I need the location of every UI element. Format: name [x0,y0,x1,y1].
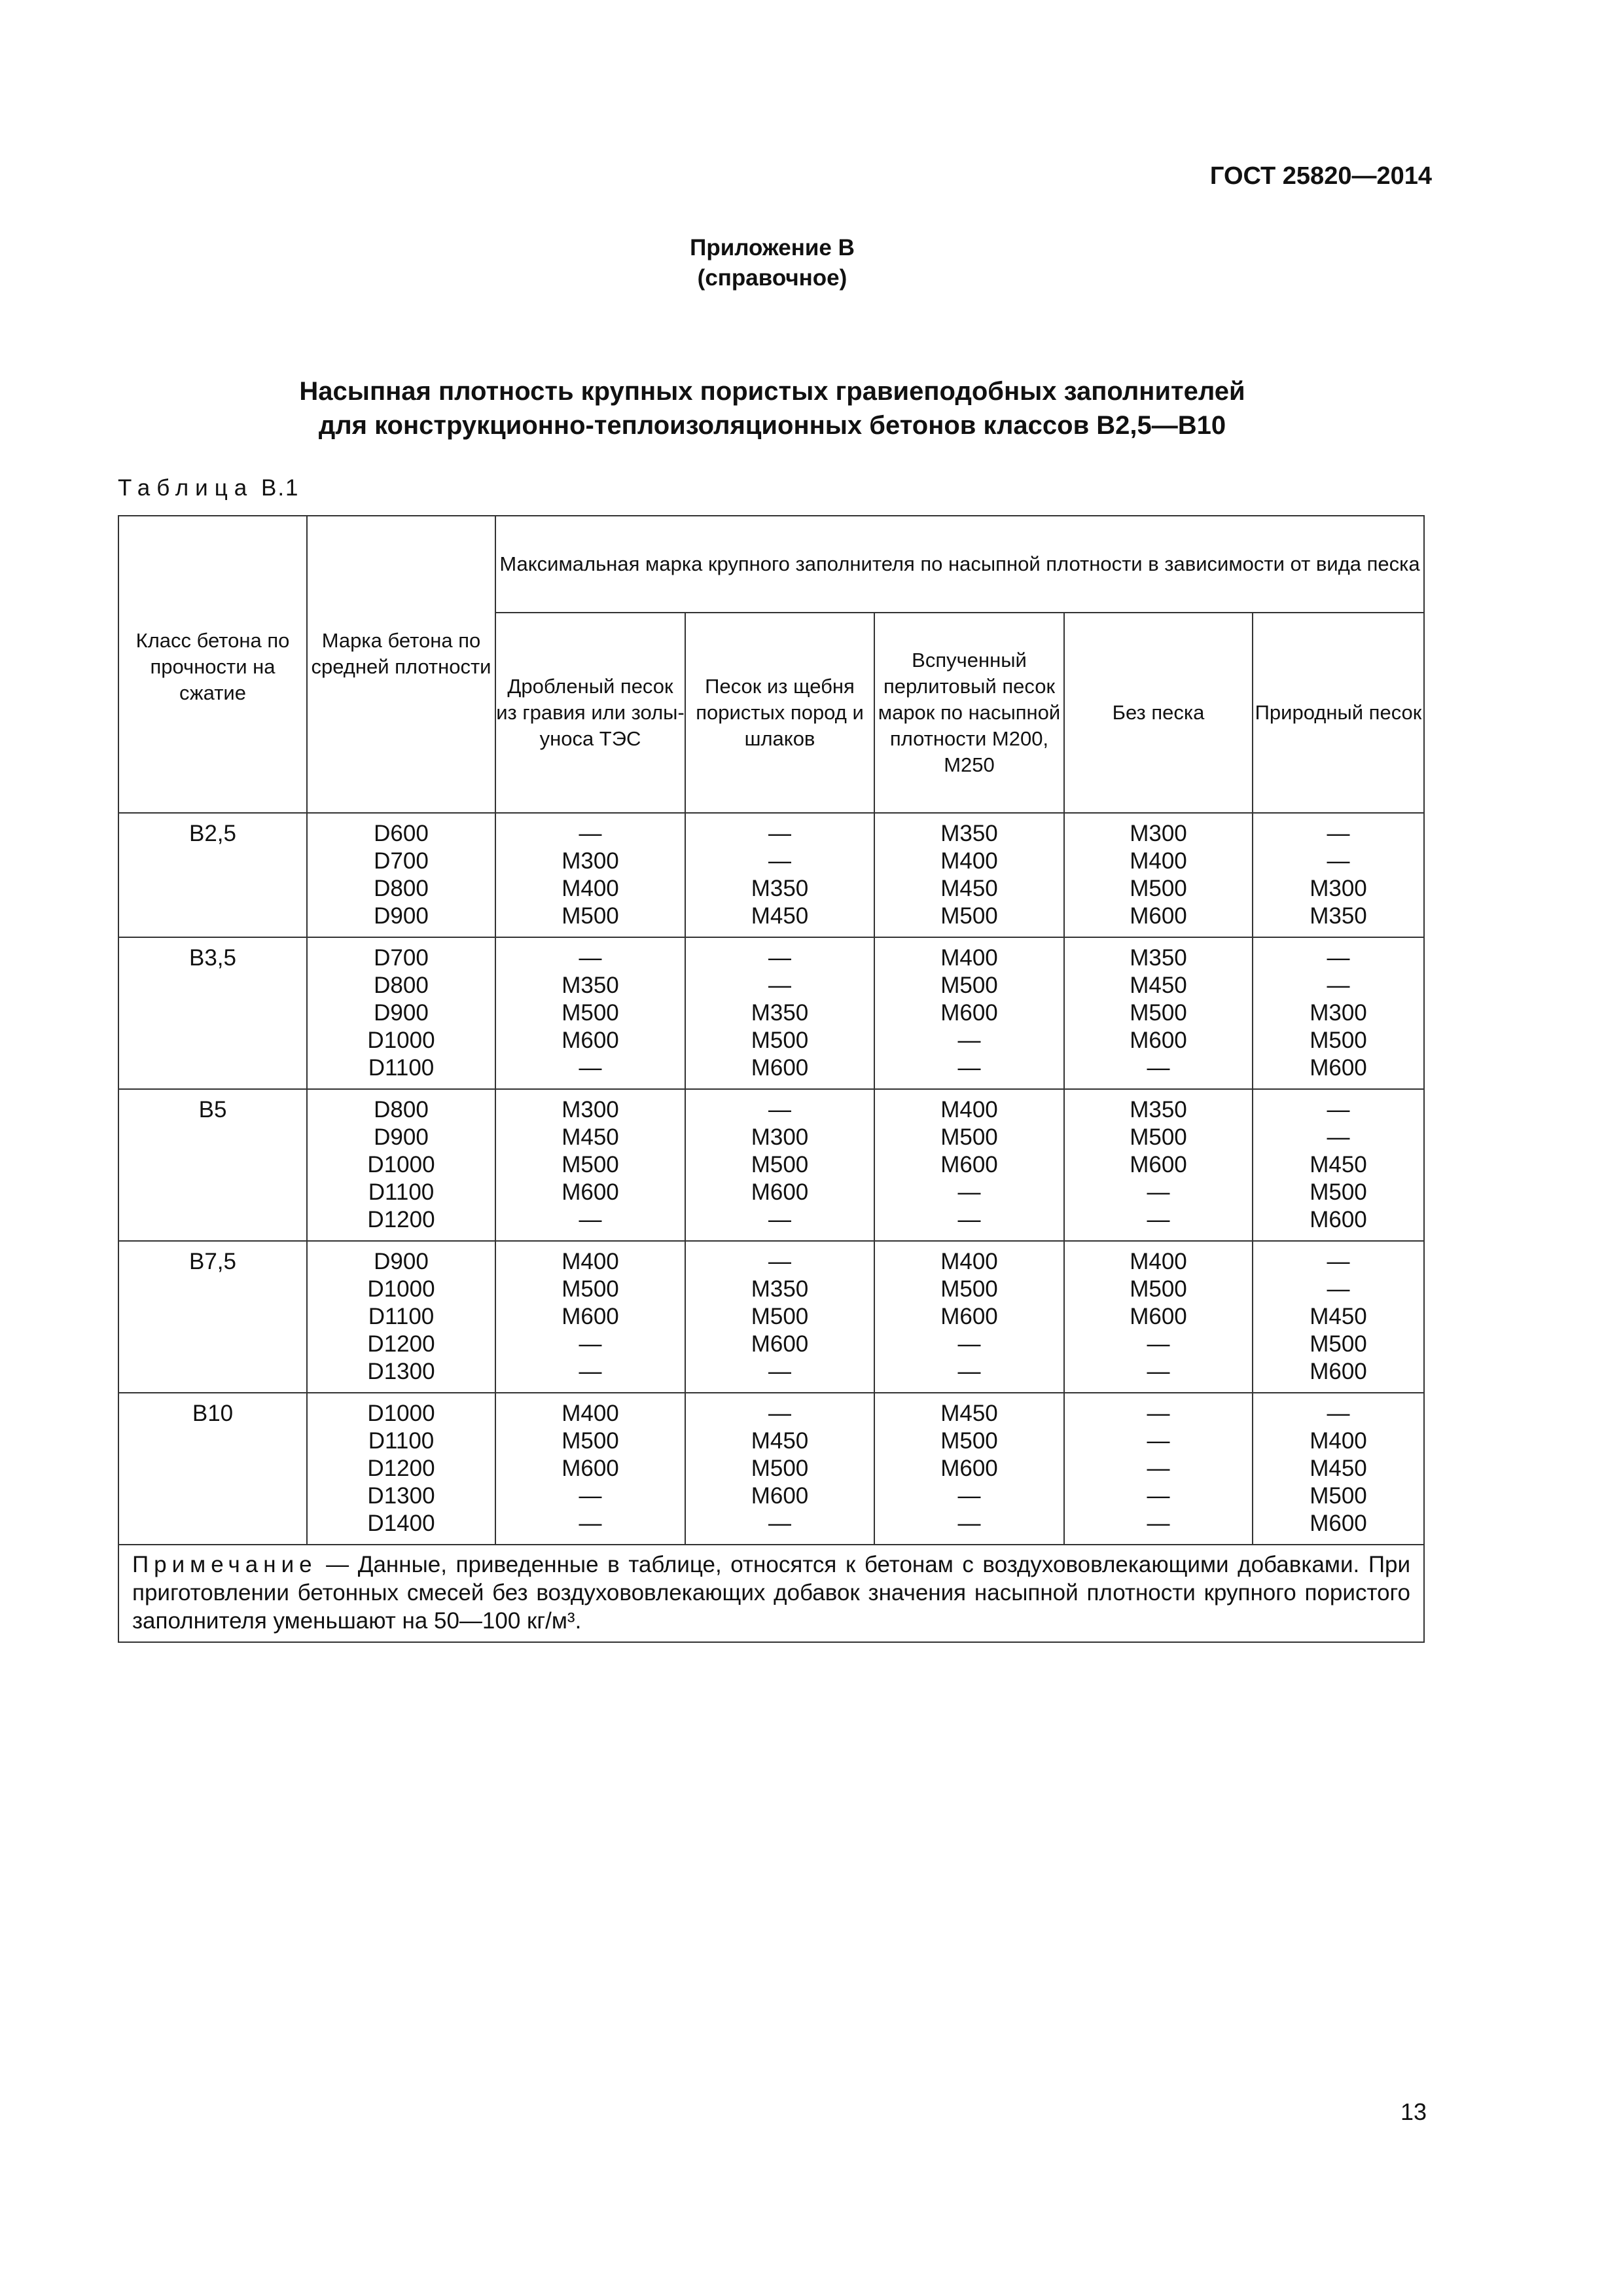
cell-line: D1300 [367,1359,435,1384]
cell-line: — [579,1055,602,1081]
cell-line: D900 [374,903,429,929]
cell-line: D1000 [367,1028,435,1053]
class-value: В5 [198,1097,227,1122]
cell-line: М600 [940,1456,998,1481]
cell-line: D1000 [367,1401,435,1426]
cell-no-sand [1064,1241,1253,1393]
cell-no-sand [1064,1089,1253,1241]
cell-line: — [768,1207,791,1232]
cell-line: — [579,1331,602,1357]
cell-line: М350 [940,821,998,846]
class-value: В7,5 [189,1249,236,1274]
cell-line: М400 [940,1249,998,1274]
cell-line: — [1147,1456,1170,1481]
cell-line: М500 [940,973,998,998]
cell-line: М600 [1130,1028,1187,1053]
cell-line: — [1147,1483,1170,1509]
cell-line: D700 [374,848,429,874]
cell-line: — [1327,973,1350,998]
cell-line: М300 [1310,876,1367,901]
cell-line: — [768,1401,791,1426]
cell-line: М600 [562,1304,619,1329]
cell-line: М600 [1310,1359,1367,1384]
cell-line: — [957,1331,981,1357]
cell-natural-sand [1253,813,1424,937]
cell-line: — [579,1207,602,1232]
annex-title: Приложение В [690,235,855,260]
class-value: В2,5 [189,821,236,846]
cell-line: — [1327,1276,1350,1302]
cell-line: М450 [1310,1456,1367,1481]
cell-line: М500 [1130,1000,1187,1026]
cell-line: М500 [1130,1276,1187,1302]
cell-line: М500 [562,1000,619,1026]
cell-line: М350 [751,1276,809,1302]
cell-no-sand [1064,813,1253,937]
cell-perlite-sand [874,813,1064,937]
cell-line: — [1327,848,1350,874]
cell-line: — [1327,945,1350,971]
cell-concrete-grades [307,1089,495,1241]
cell-line: М600 [751,1055,809,1081]
cell-line: М600 [940,1304,998,1329]
cell-perlite-sand [874,1393,1064,1545]
cell-line: — [1147,1055,1170,1081]
cell-line: D600 [374,821,429,846]
cell-line: М300 [562,848,619,874]
cell-line: М500 [940,1124,998,1150]
cell-line: М350 [1310,903,1367,929]
cell-line: — [1147,1207,1170,1232]
cell-crushed-sand [495,1241,685,1393]
cell-line: — [579,1483,602,1509]
cell-line: — [1327,1401,1350,1426]
note-row [118,1545,1424,1642]
header-sand-rubble: Песок из щебня пористых пород и шлаков [685,613,874,813]
cell-line: D900 [374,1000,429,1026]
cell-line: — [1327,821,1350,846]
cell-line: М600 [1130,1304,1187,1329]
cell-line: — [1147,1428,1170,1454]
cell-no-sand [1064,937,1253,1089]
cell-line: М400 [1130,848,1187,874]
cell-line: — [579,1511,602,1536]
header-concrete-class: Класс бетона по прочности на сжатие [118,516,307,813]
cell-line: М400 [562,1249,619,1274]
cell-line: М600 [1130,903,1187,929]
cell-line: — [957,1028,981,1053]
header-aggregate-group: Максимальная марка крупного заполнителя по насыпной плотности в зависимости от вида песка [495,516,1424,613]
cell-line: — [579,1359,602,1384]
cell-line: D1300 [367,1483,435,1509]
cell-line: М300 [751,1124,809,1150]
cell-line: М450 [562,1124,619,1150]
cell-line: М400 [1310,1428,1367,1454]
cell-line: М450 [1310,1152,1367,1177]
document-title [0,374,1544,442]
cell-line: — [957,1207,981,1232]
cell-line: М400 [1130,1249,1187,1274]
cell-no-sand [1064,1393,1253,1545]
cell-concrete-class [118,813,307,937]
class-value: В3,5 [189,945,236,971]
page-number: 13 [1400,2098,1427,2125]
cell-line: — [768,1511,791,1536]
cell-line: М400 [562,1401,619,1426]
cell-line: D900 [374,1249,429,1274]
cell-line: — [957,1055,981,1081]
cell-line: М400 [940,848,998,874]
table-note [118,1545,1424,1642]
table-label [118,475,300,501]
header-sand-perlite: Вспученный перлитовый песок марок по насыпной плотности М200, М250 [874,613,1064,813]
cell-perlite-sand [874,937,1064,1089]
cell-line: М500 [940,1428,998,1454]
cell-natural-sand [1253,1241,1424,1393]
header-sand-crushed: Дробленый песок из гравия или золы-уноса ТЭС [495,613,685,813]
cell-concrete-class [118,1241,307,1393]
cell-line: — [1327,1249,1350,1274]
cell-line: М450 [1310,1304,1367,1329]
cell-line: — [1147,1401,1170,1426]
cell-line: — [768,1249,791,1274]
cell-line: — [579,945,602,971]
cell-line: М500 [1310,1483,1367,1509]
cell-line: М350 [1130,1097,1187,1122]
table-row [118,1393,1424,1545]
cell-line: — [768,848,791,874]
cell-rubble-sand [685,813,874,937]
cell-line: М500 [1310,1179,1367,1205]
cell-line: М500 [1310,1331,1367,1357]
cell-line: D1000 [367,1152,435,1177]
cell-line: D700 [374,945,429,971]
cell-line: D900 [374,1124,429,1150]
cell-line: М300 [1310,1000,1367,1026]
header-no-sand: Без песка [1064,613,1253,813]
cell-line: — [957,1511,981,1536]
cell-line: М600 [562,1028,619,1053]
cell-perlite-sand [874,1241,1064,1393]
cell-line: — [768,945,791,971]
header-sand-natural: Природный песок [1253,613,1424,813]
cell-rubble-sand [685,1089,874,1241]
cell-line: М500 [751,1304,809,1329]
table-row [118,1089,1424,1241]
cell-line: М600 [751,1331,809,1357]
cell-line: — [1147,1359,1170,1384]
table-row [118,813,1424,937]
cell-line: М400 [940,945,998,971]
cell-natural-sand [1253,1089,1424,1241]
table-row [118,1241,1424,1393]
cell-line: — [957,1359,981,1384]
cell-natural-sand [1253,937,1424,1089]
cell-line: М500 [1130,876,1187,901]
cell-line: М500 [751,1028,809,1053]
header-concrete-grade: Марка бетона по средней плотности [307,516,495,813]
cell-line: М500 [562,1152,619,1177]
cell-line: М350 [1130,945,1187,971]
cell-line: D1400 [367,1511,435,1536]
cell-rubble-sand [685,1241,874,1393]
cell-line: М600 [940,1000,998,1026]
cell-line: М600 [1130,1152,1187,1177]
cell-line: М300 [562,1097,619,1122]
cell-concrete-class [118,937,307,1089]
cell-line: D800 [374,1097,429,1122]
annex-status: (справочное) [697,265,847,291]
annex-heading [0,233,1544,293]
cell-line: — [1327,1124,1350,1150]
cell-line: М600 [562,1179,619,1205]
cell-line: М600 [940,1152,998,1177]
cell-line: D800 [374,876,429,901]
cell-line: М450 [940,876,998,901]
cell-concrete-grades [307,1393,495,1545]
cell-line: М400 [562,876,619,901]
cell-line: М500 [562,1276,619,1302]
cell-line: D1100 [368,1179,435,1205]
cell-line: М600 [1310,1511,1367,1536]
cell-crushed-sand [495,1089,685,1241]
cell-line: D1100 [368,1428,435,1454]
table-label-word: Таблица [118,475,254,501]
cell-concrete-grades [307,937,495,1089]
cell-line: М500 [751,1456,809,1481]
cell-line: — [768,821,791,846]
cell-crushed-sand [495,813,685,937]
title-line-2: для конструкционно-теплоизоляционных бетонов классов В2,5—В10 [318,411,1226,440]
cell-crushed-sand [495,1393,685,1545]
title-line-1: Насыпная плотность крупных пористых гравиеподобных заполнителей [299,377,1245,406]
cell-line: D1100 [368,1304,435,1329]
cell-natural-sand [1253,1393,1424,1545]
cell-rubble-sand [685,1393,874,1545]
cell-line: D1200 [367,1456,435,1481]
cell-line: М400 [940,1097,998,1122]
cell-line: М600 [751,1483,809,1509]
cell-line: М350 [562,973,619,998]
class-value: В10 [192,1401,234,1426]
cell-line: М500 [1130,1124,1187,1150]
cell-line: М500 [1310,1028,1367,1053]
cell-line: D1200 [367,1207,435,1232]
cell-line: — [1147,1511,1170,1536]
cell-line: — [1147,1331,1170,1357]
cell-line: М500 [562,1428,619,1454]
cell-line: М450 [1130,973,1187,998]
standard-code: ГОСТ 25820—2014 [1209,162,1432,190]
cell-line: М600 [1310,1207,1367,1232]
cell-line: М600 [1310,1055,1367,1081]
cell-crushed-sand [495,937,685,1089]
cell-line: D1000 [367,1276,435,1302]
cell-line: М600 [751,1179,809,1205]
cell-line: — [579,821,602,846]
cell-line: М350 [751,876,809,901]
cell-concrete-grades [307,813,495,937]
cell-line: — [1327,1097,1350,1122]
cell-line: М300 [1130,821,1187,846]
cell-concrete-class [118,1089,307,1241]
density-table [118,515,1425,1643]
cell-line: М350 [751,1000,809,1026]
cell-line: — [768,1097,791,1122]
cell-rubble-sand [685,937,874,1089]
cell-line: М500 [940,1276,998,1302]
table-row [118,937,1424,1089]
cell-concrete-class [118,1393,307,1545]
cell-line: D800 [374,973,429,998]
cell-line: М450 [940,1401,998,1426]
note-text: — Данные, приведенные в таблице, относятся к бетонам с воздухововлекающими добавками. При приготовлении бетонных смесей без воздухововлекающих добавок значения насыпной плотности крупного пористого заполнителя уменьшают на 50—100 кг/м³. [132,1552,1411,1634]
cell-line: М600 [562,1456,619,1481]
cell-perlite-sand [874,1089,1064,1241]
cell-line: М500 [751,1152,809,1177]
table-label-number: В.1 [260,475,300,501]
note-lead: Примечание [132,1552,317,1577]
cell-line: — [768,973,791,998]
cell-line: D1100 [368,1055,435,1081]
cell-line: М450 [751,903,809,929]
cell-concrete-grades [307,1241,495,1393]
cell-line: D1200 [367,1331,435,1357]
cell-line: М450 [751,1428,809,1454]
cell-line: — [768,1359,791,1384]
cell-line: М500 [562,903,619,929]
cell-line: — [957,1483,981,1509]
cell-line: — [1147,1179,1170,1205]
cell-line: — [957,1179,981,1205]
cell-line: М500 [940,903,998,929]
